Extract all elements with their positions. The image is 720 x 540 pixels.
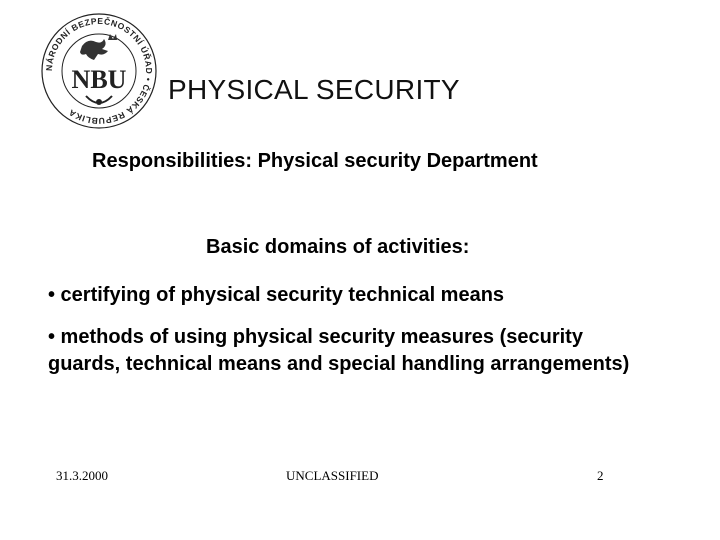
domains-heading: Basic domains of activities: [206, 236, 470, 258]
responsibilities-line: Responsibilities: Physical security Department [92, 150, 538, 172]
page-title: PHYSICAL SECURITY [168, 74, 460, 105]
seal-monogram: NBU [71, 65, 127, 94]
nbu-seal-icon [38, 10, 160, 132]
list-item: • certifying of physical security technical means [48, 284, 505, 306]
footer-date: 31.3.2000 [56, 468, 108, 483]
page-number: 2 [597, 468, 604, 483]
list-item: • methods of using physical security measures (security guards, technical means and special handling arrangements) [48, 326, 630, 375]
footer-classification: UNCLASSIFIED [286, 468, 379, 483]
seal-ring-text: NÁRODNÍ BEZPEČNOSTNÍ ÚŘAD • ČESKÁ REPUBLIKA [43, 15, 155, 127]
